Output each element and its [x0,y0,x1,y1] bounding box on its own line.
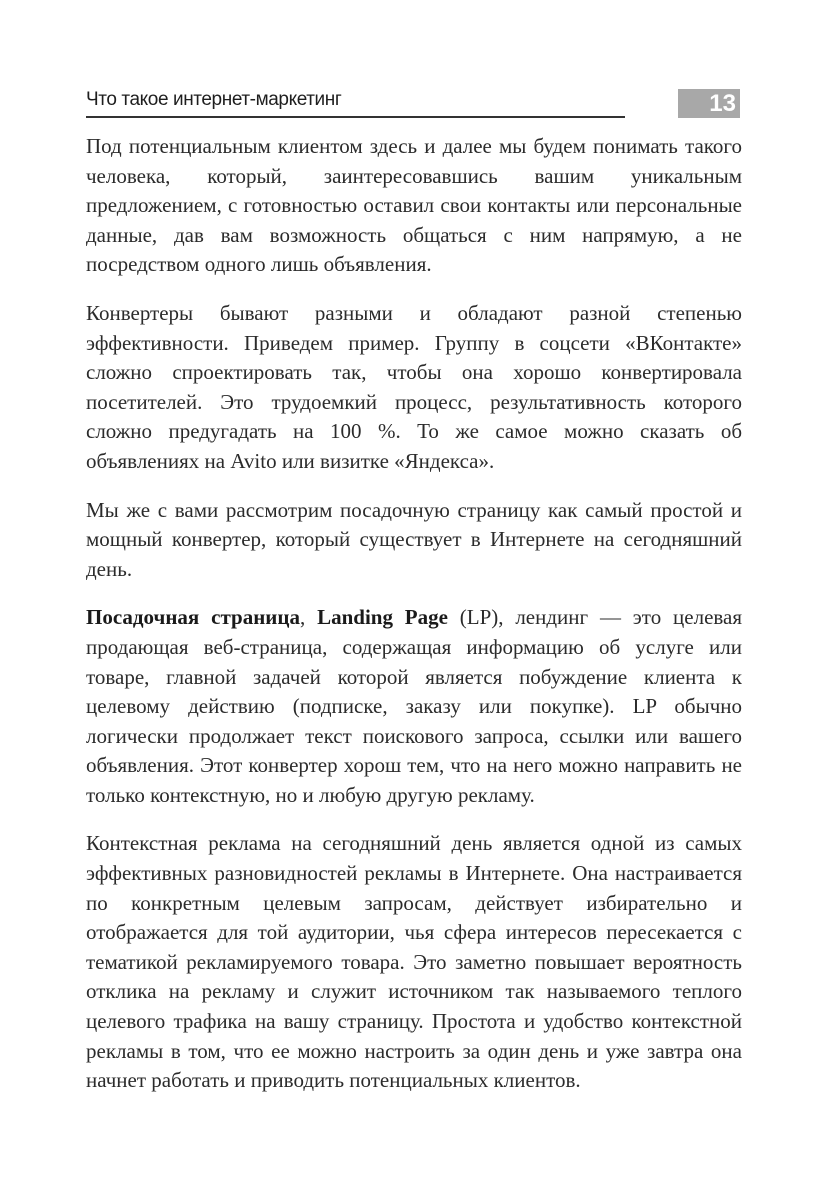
running-header [86,86,740,120]
paragraph-landing-intro: Мы же с вами рассмотрим посадочную страницу как самый простой и мощный конвертер, который существует в Интернете на сегодняшний день. [86,497,742,581]
term-posadochnaya: Посадочная страница [86,605,300,630]
paragraph-context-ads: Контекстная реклама на сегодняшний день является одной из самых эффективных разновидностей рекламы в Интернете. Она настраивается по конкретным целевым запросам, действует избирательно и отображается для той аудитории, чья сфера интересов пересекается с тематикой рекламируемого товара. Это заметно повышает вероятность отклика на рекламу и служит источником так называемого теплого целевого трафика на вашу страницу. Простота и удобство контекстной рекламы в том, что ее можно настроить за один день и уже завтра она начнет работать и приводить потенциальных клиентов. [86,831,742,1093]
term-separator: , [300,605,318,630]
page-number-badge: 13 [678,89,740,118]
chapter-title: Что такое интернет-маркетинг [86,89,625,118]
page-body [86,132,742,1115]
paragraph-landing-definition [86,603,742,810]
term-landing-page: Landing Page [317,605,448,630]
paragraph-potential-client: Под потенциальным клиентом здесь и далее мы будем понимать такого человека, который, заинтересовавшись вашим уникальным предложением, с готовностью оставил свои контакты или персональные данные, дав вам возможность общаться с ним напрямую, а не посредством одного лишь объявления. [86,134,742,277]
definition-text: (LP), лендинг — это целевая продающая веб-страница, содержащая информацию об услуге или товаре, главной задачей которой является побуждение клиента к целевому действию (подписке, заказу или покупке). LP обычно логически продолжает текст поискового запроса, ссылки или вашего объявления. Этот конвертер хорош тем, что на него можно направить не только контекстную, но и любую другую рекламу. [86,605,743,807]
paragraph-converters: Конвертеры бывают разными и обладают разной степенью эффективности. Приведем пример. Группу в соцсети «ВКонтакте» сложно спроектировать так, чтобы она хорошо конвертировала посетителей. Это трудоемкий процесс, результативность которого сложно предугадать на 100 %. То же самое можно сказать об объявлениях на Avito или визитке «Яндекса». [86,300,742,473]
